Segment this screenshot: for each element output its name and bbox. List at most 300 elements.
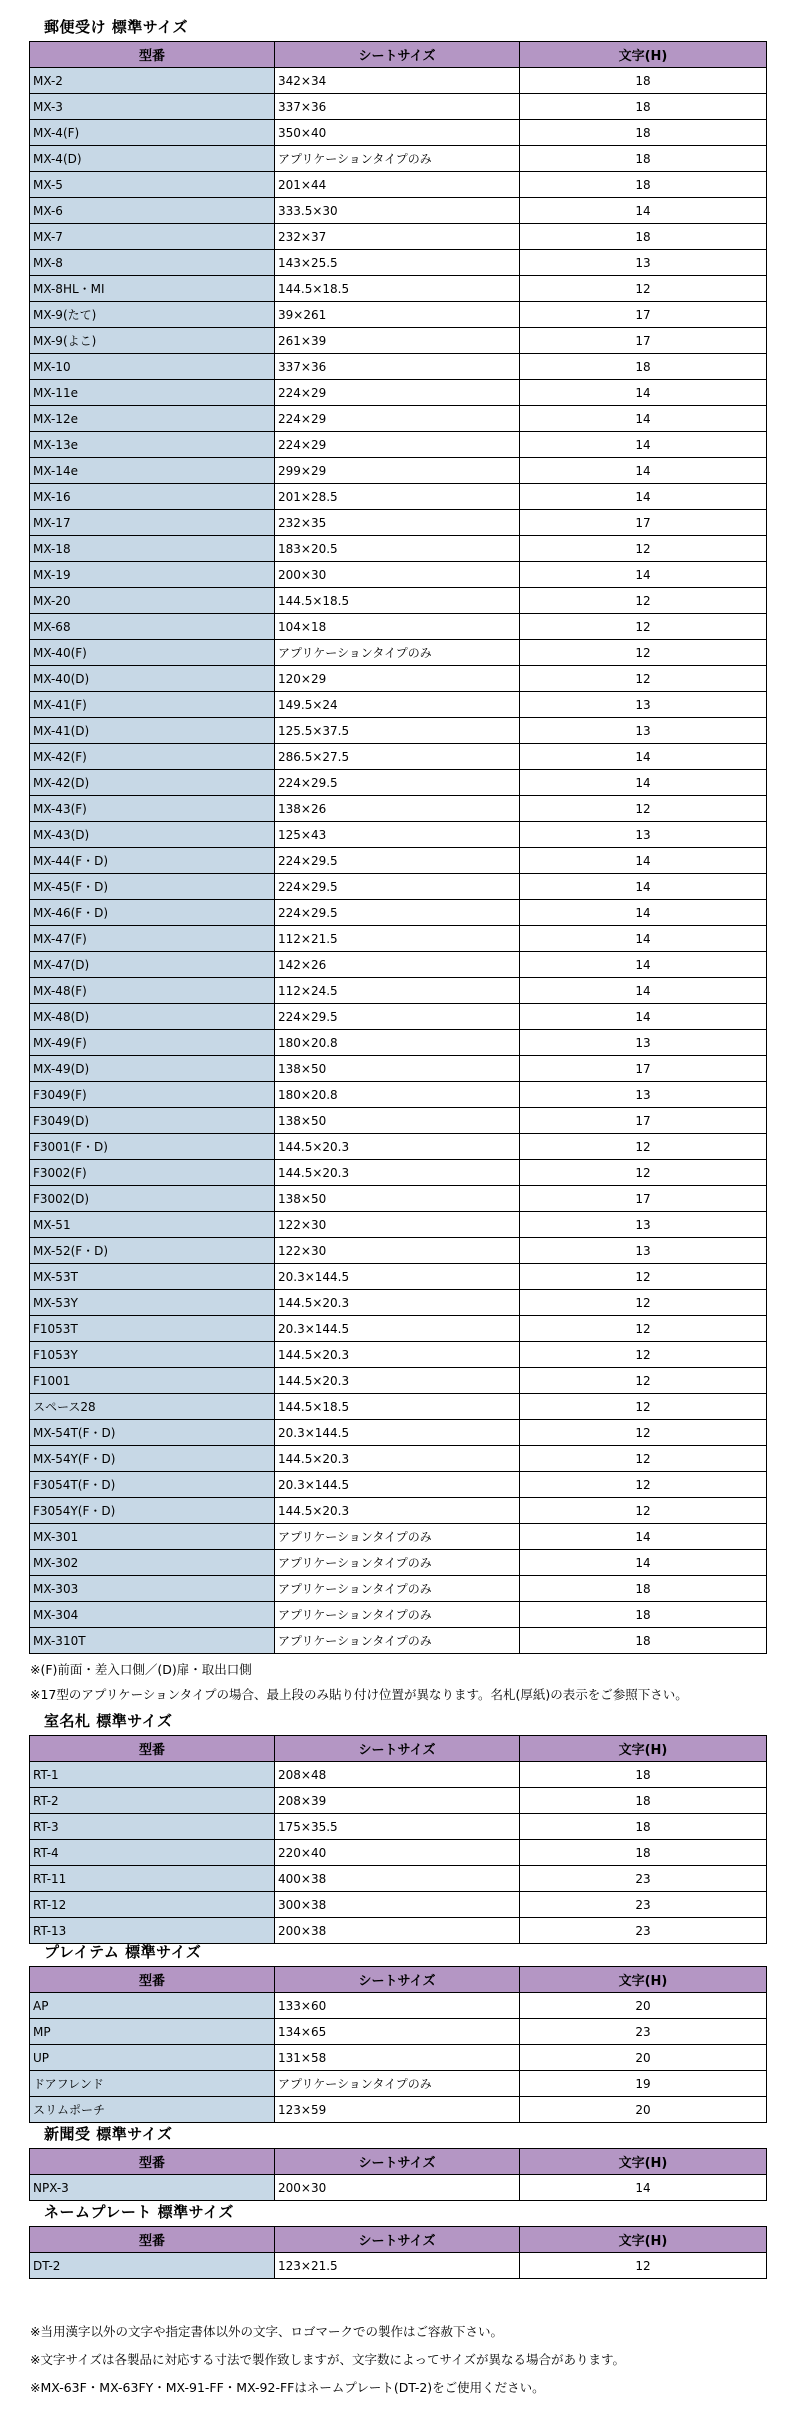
table-row: [30, 2045, 767, 2071]
char-height-cell: 23: [520, 1892, 767, 1918]
char-height-cell: 13: [520, 1238, 767, 1264]
char-height-cell: 12: [520, 1498, 767, 1524]
model-cell: MX-47(F): [30, 926, 275, 952]
model-cell: F3001(F・D): [30, 1134, 275, 1160]
char-height-cell: 18: [520, 1788, 767, 1814]
model-cell: MX-40(F): [30, 640, 275, 666]
sheet-size-cell: 224×29.5: [275, 848, 520, 874]
model-cell: F3054T(F・D): [30, 1472, 275, 1498]
model-cell: MX-52(F・D): [30, 1238, 275, 1264]
header-char-height: 文字(H): [520, 1967, 767, 1993]
table-row: [30, 276, 767, 302]
sheet-size-cell: 122×30: [275, 1238, 520, 1264]
sheet-size-cell: アプリケーションタイプのみ: [275, 146, 520, 172]
table-row: [30, 1004, 767, 1030]
char-height-cell: 14: [520, 1004, 767, 1030]
char-height-cell: 18: [520, 1814, 767, 1840]
model-cell: F3002(F): [30, 1160, 275, 1186]
table-row: [30, 1316, 767, 1342]
model-cell: MX-47(D): [30, 952, 275, 978]
model-cell: MX-49(D): [30, 1056, 275, 1082]
table-row: [30, 1238, 767, 1264]
char-height-cell: 12: [520, 536, 767, 562]
char-height-cell: 14: [520, 900, 767, 926]
table-row: [30, 1918, 767, 1944]
sheet-size-cell: 183×20.5: [275, 536, 520, 562]
char-height-cell: 12: [520, 588, 767, 614]
model-cell: MX-11e: [30, 380, 275, 406]
model-cell: MX-43(F): [30, 796, 275, 822]
sheet-size-cell: 224×29.5: [275, 874, 520, 900]
sheet-size-cell: 131×58: [275, 2045, 520, 2071]
table-row: [30, 94, 767, 120]
model-cell: MX-41(D): [30, 718, 275, 744]
model-cell: MX-5: [30, 172, 275, 198]
sheet-size-cell: 201×44: [275, 172, 520, 198]
model-cell: MX-9(たて): [30, 302, 275, 328]
header-char-height: 文字(H): [520, 1736, 767, 1762]
char-height-cell: 23: [520, 1866, 767, 1892]
sheet-size-cell: 138×50: [275, 1108, 520, 1134]
table-row: [30, 536, 767, 562]
model-cell: MX-48(F): [30, 978, 275, 1004]
model-cell: MX-54Y(F・D): [30, 1446, 275, 1472]
model-cell: MX-4(D): [30, 146, 275, 172]
char-height-cell: 12: [520, 666, 767, 692]
char-height-cell: 14: [520, 770, 767, 796]
char-height-cell: 12: [520, 1290, 767, 1316]
model-cell: MX-4(F): [30, 120, 275, 146]
char-height-cell: 12: [520, 1420, 767, 1446]
char-height-cell: 14: [520, 2175, 767, 2201]
table-row: [30, 952, 767, 978]
table-row: [30, 510, 767, 536]
sheet-size-cell: 20.3×144.5: [275, 1472, 520, 1498]
table-row: [30, 2071, 767, 2097]
char-height-cell: 14: [520, 1550, 767, 1576]
table-row: [30, 822, 767, 848]
char-height-cell: 14: [520, 978, 767, 1004]
sheet-size-cell: 123×59: [275, 2097, 520, 2123]
model-cell: NPX-3: [30, 2175, 275, 2201]
char-height-cell: 18: [520, 1762, 767, 1788]
char-height-cell: 20: [520, 2097, 767, 2123]
sheet-size-cell: 144.5×18.5: [275, 588, 520, 614]
char-height-cell: 18: [520, 68, 767, 94]
table-row: [30, 588, 767, 614]
table-pleitem: [29, 1966, 767, 2123]
sheet-size-cell: 125.5×37.5: [275, 718, 520, 744]
char-height-cell: 13: [520, 1082, 767, 1108]
sheet-size-cell: 208×39: [275, 1788, 520, 1814]
char-height-cell: 13: [520, 822, 767, 848]
table-row: [30, 250, 767, 276]
sheet-size-cell: 350×40: [275, 120, 520, 146]
header-model: 型番: [30, 42, 275, 68]
char-height-cell: 14: [520, 926, 767, 952]
sheet-size-cell: 144.5×20.3: [275, 1160, 520, 1186]
sheet-size-cell: アプリケーションタイプのみ: [275, 1628, 520, 1654]
table-room-sign: [29, 1735, 767, 1944]
sheet-size-cell: 112×24.5: [275, 978, 520, 1004]
char-height-cell: 13: [520, 1030, 767, 1056]
model-cell: F1053Y: [30, 1342, 275, 1368]
table-row: [30, 978, 767, 1004]
table-row: [30, 1814, 767, 1840]
sheet-size-cell: 232×35: [275, 510, 520, 536]
sheet-size-cell: 342×34: [275, 68, 520, 94]
char-height-cell: 18: [520, 120, 767, 146]
char-height-cell: 18: [520, 224, 767, 250]
table-row: [30, 380, 767, 406]
sheet-size-cell: 144.5×18.5: [275, 276, 520, 302]
model-cell: RT-4: [30, 1840, 275, 1866]
char-height-cell: 12: [520, 640, 767, 666]
sheet-size-cell: 20.3×144.5: [275, 1420, 520, 1446]
sheet-size-cell: 333.5×30: [275, 198, 520, 224]
sheet-size-cell: 299×29: [275, 458, 520, 484]
sheet-size-cell: 123×21.5: [275, 2253, 520, 2279]
table-row: [30, 172, 767, 198]
char-height-cell: 20: [520, 1993, 767, 2019]
model-cell: MX-303: [30, 1576, 275, 1602]
char-height-cell: 18: [520, 172, 767, 198]
char-height-cell: 14: [520, 744, 767, 770]
header-sheet-size: シートサイズ: [275, 1967, 520, 1993]
char-height-cell: 23: [520, 2019, 767, 2045]
model-cell: MX-13e: [30, 432, 275, 458]
sheet-size-cell: 142×26: [275, 952, 520, 978]
section-title-nameplate: ネームプレート 標準サイズ: [44, 2203, 234, 2221]
sheet-size-cell: 201×28.5: [275, 484, 520, 510]
char-height-cell: 14: [520, 406, 767, 432]
sheet-size-cell: 122×30: [275, 1212, 520, 1238]
char-height-cell: 12: [520, 1134, 767, 1160]
sheet-size-cell: 200×38: [275, 1918, 520, 1944]
header-char-height: 文字(H): [520, 2149, 767, 2175]
char-height-cell: 18: [520, 146, 767, 172]
section-title-newspaper: 新聞受 標準サイズ: [44, 2125, 173, 2143]
table-row: [30, 1368, 767, 1394]
sheet-size-cell: アプリケーションタイプのみ: [275, 1524, 520, 1550]
model-cell: MX-51: [30, 1212, 275, 1238]
table-row: [30, 302, 767, 328]
sheet-size-cell: 200×30: [275, 2175, 520, 2201]
table-row: [30, 120, 767, 146]
header-model: 型番: [30, 2227, 275, 2253]
table-row: [30, 1082, 767, 1108]
sheet-size-cell: アプリケーションタイプのみ: [275, 640, 520, 666]
table-header-row: [30, 1967, 767, 1993]
model-cell: MX-44(F・D): [30, 848, 275, 874]
model-cell: スリムポーチ: [30, 2097, 275, 2123]
sheet-size-cell: 224×29.5: [275, 900, 520, 926]
sheet-size-cell: 120×29: [275, 666, 520, 692]
model-cell: MX-46(F・D): [30, 900, 275, 926]
table-row: [30, 1056, 767, 1082]
model-cell: F3054Y(F・D): [30, 1498, 275, 1524]
table-row: [30, 1602, 767, 1628]
sheet-size-cell: 133×60: [275, 1993, 520, 2019]
table-row: [30, 1290, 767, 1316]
table-mailbox: [29, 41, 767, 1654]
char-height-cell: 18: [520, 1628, 767, 1654]
char-height-cell: 23: [520, 1918, 767, 1944]
table-row: [30, 1160, 767, 1186]
table-row: [30, 900, 767, 926]
table-row: [30, 458, 767, 484]
model-cell: MX-68: [30, 614, 275, 640]
model-cell: UP: [30, 2045, 275, 2071]
table-row: [30, 1420, 767, 1446]
char-height-cell: 18: [520, 1576, 767, 1602]
table-row: [30, 328, 767, 354]
sheet-size-cell: 144.5×20.3: [275, 1368, 520, 1394]
char-height-cell: 12: [520, 1316, 767, 1342]
table-row: [30, 1134, 767, 1160]
footer-note-1: ※当用漢字以外の文字や指定書体以外の文字、ロゴマークでの製作はご容赦下さい。: [30, 2324, 503, 2339]
table-row: [30, 1866, 767, 1892]
model-cell: MX-41(F): [30, 692, 275, 718]
table-row: [30, 224, 767, 250]
char-height-cell: 12: [520, 614, 767, 640]
table-row: [30, 1628, 767, 1654]
sheet-size-cell: 200×30: [275, 562, 520, 588]
char-height-cell: 17: [520, 1108, 767, 1134]
header-sheet-size: シートサイズ: [275, 2227, 520, 2253]
char-height-cell: 12: [520, 276, 767, 302]
model-cell: MX-43(D): [30, 822, 275, 848]
table-row: [30, 640, 767, 666]
char-height-cell: 17: [520, 328, 767, 354]
model-cell: MX-10: [30, 354, 275, 380]
model-cell: MX-19: [30, 562, 275, 588]
table-row: [30, 1840, 767, 1866]
sheet-size-cell: 224×29: [275, 432, 520, 458]
footer-note-2: ※文字サイズは各製品に対応する寸法で製作致しますが、文字数によってサイズが異なる場合があります。: [30, 2352, 625, 2367]
sheet-size-cell: 144.5×20.3: [275, 1290, 520, 1316]
table-row: [30, 1342, 767, 1368]
header-sheet-size: シートサイズ: [275, 42, 520, 68]
table-row: [30, 926, 767, 952]
model-cell: F3002(D): [30, 1186, 275, 1212]
table-row: [30, 354, 767, 380]
sheet-size-cell: 144.5×20.3: [275, 1498, 520, 1524]
sheet-size-cell: 261×39: [275, 328, 520, 354]
sheet-size-cell: 224×29: [275, 406, 520, 432]
sheet-size-cell: 39×261: [275, 302, 520, 328]
note-type17: ※17型のアプリケーションタイプの場合、最上段のみ貼り付け位置が異なります。名札(厚紙)の表示をご参照下さい。: [30, 1687, 688, 1702]
model-cell: MX-17: [30, 510, 275, 536]
model-cell: MX-48(D): [30, 1004, 275, 1030]
sheet-size-cell: 143×25.5: [275, 250, 520, 276]
model-cell: MX-304: [30, 1602, 275, 1628]
sheet-size-cell: 138×50: [275, 1056, 520, 1082]
table-row: [30, 1993, 767, 2019]
sheet-size-cell: 337×36: [275, 94, 520, 120]
table-row: [30, 1524, 767, 1550]
table-row: [30, 796, 767, 822]
char-height-cell: 12: [520, 1368, 767, 1394]
table-row: [30, 562, 767, 588]
table-row: [30, 1264, 767, 1290]
model-cell: MX-16: [30, 484, 275, 510]
header-model: 型番: [30, 2149, 275, 2175]
table-row: [30, 406, 767, 432]
sheet-size-cell: 144.5×20.3: [275, 1342, 520, 1368]
model-cell: MX-42(F): [30, 744, 275, 770]
table-row: [30, 1576, 767, 1602]
table-row: [30, 1788, 767, 1814]
table-row: [30, 1446, 767, 1472]
table-row: [30, 1550, 767, 1576]
header-char-height: 文字(H): [520, 2227, 767, 2253]
model-cell: F1053T: [30, 1316, 275, 1342]
model-cell: MX-45(F・D): [30, 874, 275, 900]
model-cell: F1001: [30, 1368, 275, 1394]
sheet-size-cell: 138×26: [275, 796, 520, 822]
sheet-size-cell: 175×35.5: [275, 1814, 520, 1840]
table-row: [30, 1762, 767, 1788]
model-cell: MX-310T: [30, 1628, 275, 1654]
table-row: [30, 1498, 767, 1524]
model-cell: AP: [30, 1993, 275, 2019]
sheet-size-cell: 180×20.8: [275, 1030, 520, 1056]
table-row: [30, 484, 767, 510]
sheet-size-cell: 220×40: [275, 1840, 520, 1866]
header-sheet-size: シートサイズ: [275, 2149, 520, 2175]
table-row: [30, 2175, 767, 2201]
table-row: [30, 68, 767, 94]
sheet-size-cell: 144.5×20.3: [275, 1134, 520, 1160]
sheet-size-cell: 180×20.8: [275, 1082, 520, 1108]
table-row: [30, 432, 767, 458]
char-height-cell: 18: [520, 354, 767, 380]
table-row: [30, 874, 767, 900]
sheet-size-cell: アプリケーションタイプのみ: [275, 2071, 520, 2097]
model-cell: ドアフレンド: [30, 2071, 275, 2097]
table-row: [30, 1892, 767, 1918]
model-cell: F3049(F): [30, 1082, 275, 1108]
table-row: [30, 770, 767, 796]
table-row: [30, 848, 767, 874]
table-row: [30, 744, 767, 770]
model-cell: RT-12: [30, 1892, 275, 1918]
sheet-size-cell: 400×38: [275, 1866, 520, 1892]
char-height-cell: 14: [520, 562, 767, 588]
char-height-cell: 12: [520, 2253, 767, 2279]
char-height-cell: 14: [520, 198, 767, 224]
table-row: [30, 718, 767, 744]
model-cell: RT-2: [30, 1788, 275, 1814]
table-row: [30, 614, 767, 640]
table-header-row: [30, 2227, 767, 2253]
model-cell: MX-6: [30, 198, 275, 224]
table-row: [30, 1030, 767, 1056]
sheet-size-cell: 104×18: [275, 614, 520, 640]
char-height-cell: 14: [520, 1524, 767, 1550]
char-height-cell: 17: [520, 302, 767, 328]
sheet-size-cell: 286.5×27.5: [275, 744, 520, 770]
char-height-cell: 17: [520, 1186, 767, 1212]
char-height-cell: 12: [520, 1342, 767, 1368]
char-height-cell: 12: [520, 1394, 767, 1420]
table-row: [30, 146, 767, 172]
table-nameplate: [29, 2226, 767, 2279]
model-cell: MX-20: [30, 588, 275, 614]
char-height-cell: 14: [520, 432, 767, 458]
char-height-cell: 18: [520, 94, 767, 120]
table-row: [30, 666, 767, 692]
model-cell: MX-53T: [30, 1264, 275, 1290]
table-row: [30, 1108, 767, 1134]
table-row: [30, 1186, 767, 1212]
section-title-pleitem: プレイテム 標準サイズ: [44, 1943, 202, 1961]
sheet-size-cell: 112×21.5: [275, 926, 520, 952]
sheet-size-cell: 208×48: [275, 1762, 520, 1788]
table-row: [30, 198, 767, 224]
model-cell: MX-302: [30, 1550, 275, 1576]
table-row: [30, 1394, 767, 1420]
model-cell: MX-42(D): [30, 770, 275, 796]
table-row: [30, 1472, 767, 1498]
sheet-size-cell: 337×36: [275, 354, 520, 380]
sheet-size-cell: 224×29.5: [275, 770, 520, 796]
sheet-size-cell: 224×29: [275, 380, 520, 406]
char-height-cell: 14: [520, 458, 767, 484]
header-model: 型番: [30, 1967, 275, 1993]
table-header-row: [30, 2149, 767, 2175]
model-cell: RT-1: [30, 1762, 275, 1788]
char-height-cell: 13: [520, 250, 767, 276]
char-height-cell: 19: [520, 2071, 767, 2097]
char-height-cell: 12: [520, 1446, 767, 1472]
char-height-cell: 20: [520, 2045, 767, 2071]
table-row: [30, 2019, 767, 2045]
table-header-row: [30, 1736, 767, 1762]
model-cell: DT-2: [30, 2253, 275, 2279]
char-height-cell: 14: [520, 848, 767, 874]
sheet-size-cell: 224×29.5: [275, 1004, 520, 1030]
model-cell: MX-14e: [30, 458, 275, 484]
char-height-cell: 14: [520, 484, 767, 510]
model-cell: RT-13: [30, 1918, 275, 1944]
sheet-size-cell: アプリケーションタイプのみ: [275, 1602, 520, 1628]
model-cell: MX-12e: [30, 406, 275, 432]
char-height-cell: 12: [520, 1472, 767, 1498]
sheet-size-cell: 144.5×20.3: [275, 1446, 520, 1472]
char-height-cell: 14: [520, 874, 767, 900]
model-cell: MP: [30, 2019, 275, 2045]
model-cell: MX-301: [30, 1524, 275, 1550]
section-title-mailbox: 郵便受け 標準サイズ: [44, 18, 189, 36]
model-cell: RT-11: [30, 1866, 275, 1892]
table-newspaper: [29, 2148, 767, 2201]
model-cell: MX-40(D): [30, 666, 275, 692]
sheet-size-cell: アプリケーションタイプのみ: [275, 1576, 520, 1602]
model-cell: MX-3: [30, 94, 275, 120]
char-height-cell: 13: [520, 1212, 767, 1238]
model-cell: RT-3: [30, 1814, 275, 1840]
char-height-cell: 14: [520, 380, 767, 406]
model-cell: MX-8HL・MI: [30, 276, 275, 302]
model-cell: MX-54T(F・D): [30, 1420, 275, 1446]
sheet-size-cell: アプリケーションタイプのみ: [275, 1550, 520, 1576]
model-cell: MX-49(F): [30, 1030, 275, 1056]
header-char-height: 文字(H): [520, 42, 767, 68]
char-height-cell: 13: [520, 692, 767, 718]
table-row: [30, 2253, 767, 2279]
